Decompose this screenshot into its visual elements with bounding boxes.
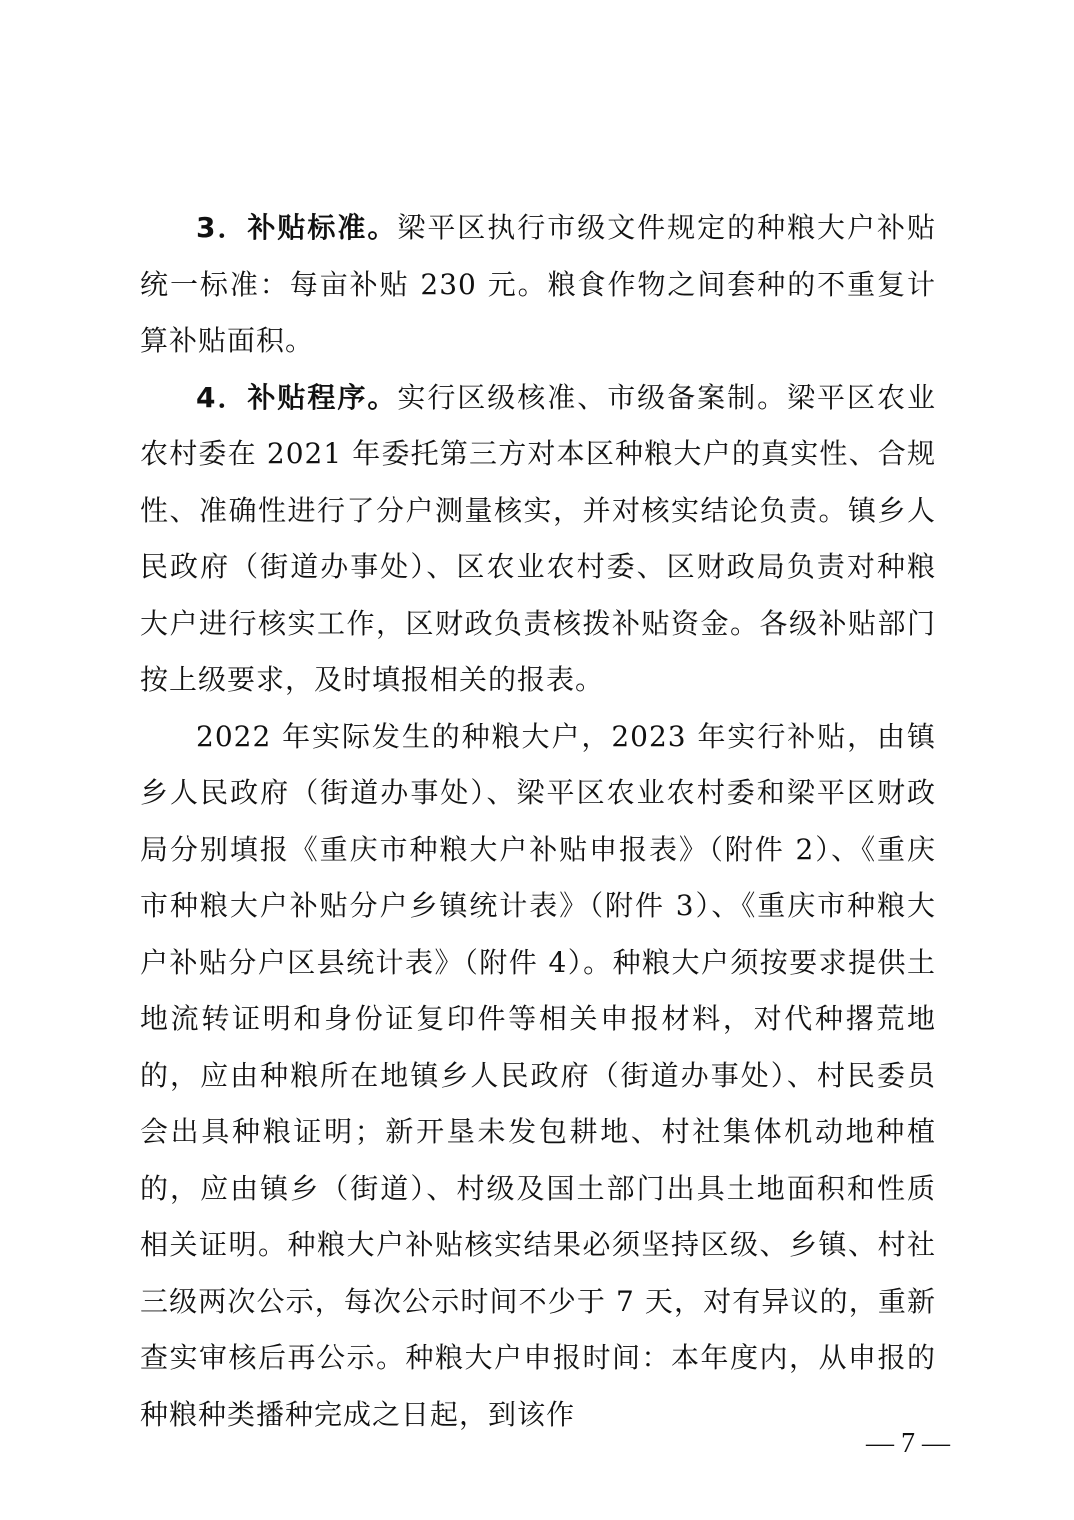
paragraph-text: 梁平区执行市级文件规定的种粮大户补贴统一标准：每亩补贴 230 元。粮食作物之间套种的不重复计算补贴面积。 <box>140 211 936 357</box>
paragraph-text: 2022 年实际发生的种粮大户，2023 年实行补贴，由镇乡人民政府（街道办事处）、梁平区农业农村委和梁平区财政局分别填报《重庆市种粮大户补贴申报表》（附件 2）、《重庆市种粮大户补贴分户乡镇统计表》（附件 3）、《重庆市种粮大户补贴分户区县统计表》（附件 4）。种粮大户须按要求提供土地流转证明和身份证复印件等相关申报材料，对代种撂荒地的，应由种粮所在地镇乡人民政府（街道办事处）、村民委员会出具种粮证明；新开垦未发包耕地、村社集体机动地种植的，应由镇乡（街道）、村级及国土部门出具土地面积和性质相关证明。种粮大户补贴核实结果必须坚持区级、乡镇、村社三级两次公示，每次公示时间不少于 7 天，对有异议的，重新查实审核后再公示。种粮大户申报时间：本年度内，从申报的种粮种类播种完成之日起，到该作 <box>140 719 936 1431</box>
document-body <box>140 200 936 1443</box>
paragraph-subsidy-standard <box>140 200 936 370</box>
paragraph-heading: 4．补贴程序。 <box>196 380 398 414</box>
paragraph-text: 实行区级核准、市级备案制。梁平区农业农村委在 2021 年委托第三方对本区种粮大户的真实性、合规性、准确性进行了分户测量核实，并对核实结论负责。镇乡人民政府（街道办事处）、区农业农村委、区财政局负责对种粮大户进行核实工作，区财政负责核拨补贴资金。各级补贴部门按上级要求，及时填报相关的报表。 <box>140 380 936 696</box>
paragraph-heading: 3．补贴标准。 <box>196 211 398 244</box>
paragraph-subsidy-procedure <box>140 370 936 709</box>
paragraph-reporting <box>140 709 936 1444</box>
page-number: — 7 — <box>866 1428 950 1459</box>
